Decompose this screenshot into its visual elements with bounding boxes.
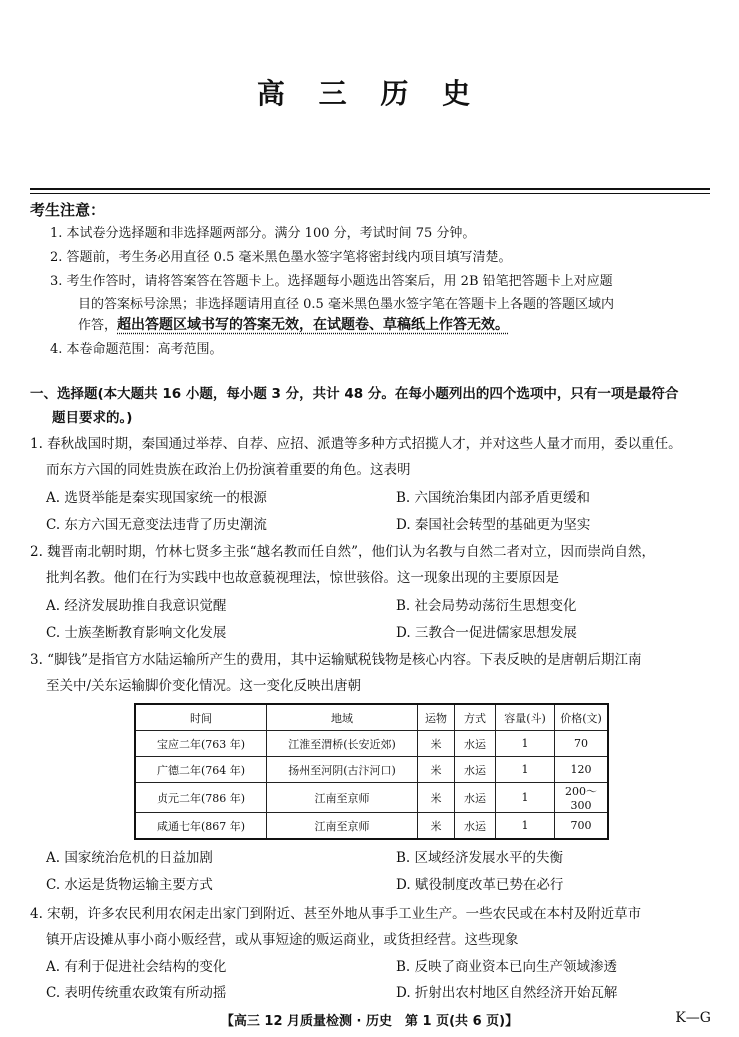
table-header-goods: 运物 [418,704,455,731]
table-cell: 广德二年(764 年) [135,757,267,783]
question-3-option-d: D. 赋役制度改革已势在必行 [396,877,564,893]
notice-heading: 考生注意： [30,201,106,219]
table-header-capacity: 容量(斗) [496,704,555,731]
question-2-option-c: C. 士族垄断教育影响文化发展 [46,625,227,641]
table-row [135,813,608,840]
table-cell: 米 [418,757,455,783]
freight-cost-table [134,703,609,840]
table-cell: 米 [418,783,455,813]
table-cell: 贞元二年(786 年) [135,783,267,813]
question-2-option-a: A. 经济发展助推自我意识觉醒 [46,598,227,614]
table-cell: 1 [496,757,555,783]
table-cell: 宝应二年(763 年) [135,731,267,757]
table-cell: 江淮至渭桥(长安近郊) [267,731,418,757]
table-cell: 水运 [455,731,496,757]
question-3-option-c: C. 水运是货物运输主要方式 [46,877,213,893]
table-header-time: 时间 [135,704,267,731]
question-1-option-d: D. 秦国社会转型的基础更为坚实 [396,517,591,533]
question-1-option-b: B. 六国统治集团内部矛盾更缓和 [396,490,591,506]
table-header-method: 方式 [455,704,496,731]
table-cell: 120 [555,757,609,783]
table-cell: 咸通七年(867 年) [135,813,267,840]
header-rule-thick [30,188,710,190]
question-4-option-b: B. 反映了商业资本已向生产领域渗透 [396,959,618,975]
notice-item-2: 2. 答题前，考生务必用直径 0.5 毫米黑色墨水签字笔将密封线内项目填写清楚。 [50,250,512,265]
question-3-line-2: 至关中/关东运输脚价变化情况。这一变化反映出唐朝 [46,678,362,694]
question-3-line-1: 3. “脚钱”是指官方水陆运输所产生的费用，其中运输赋税钱物是核心内容。下表反映的是唐朝后期江南 [30,652,642,668]
notice-item-3-end [78,314,509,334]
question-1-line-2: 而东方六国的同姓贵族在政治上仍扮演着重要的角色。这表明 [46,462,411,478]
question-2-line-2: 批判名教。他们在行为实践中也故意藐视理法，惊世骇俗。这一现象出现的主要原因是 [46,570,559,586]
notice-item-4: 4. 本卷命题范围：高考范围。 [50,342,223,357]
notice-item-1: 1. 本试卷分选择题和非选择题两部分。满分 100 分，考试时间 75 分钟。 [50,226,476,241]
page-title: 高 三 历 史 [256,77,483,110]
paper-code: K—G [675,1010,711,1026]
table-cell: 水运 [455,813,496,840]
table-cell: 70 [555,731,609,757]
table-header-row [135,704,608,731]
section-heading-cont: 题目要求的。) [52,410,133,426]
table-cell: 700 [555,813,609,840]
table-cell: 1 [496,731,555,757]
question-3-option-b: B. 区域经济发展水平的失衡 [396,850,564,866]
question-4-line-1: 4. 宋朝，许多农民利用农闲走出家门到附近、甚至外地从事手工业生产。一些农民或在本村及附近草市 [30,906,642,922]
question-3-option-a: A. 国家统治危机的日益加剧 [46,850,213,866]
table-cell: 200～300 [555,783,609,813]
table-row [135,757,608,783]
header-rule-thin [30,193,710,194]
table-cell: 1 [496,783,555,813]
question-1-option-a: A. 选贤举能是秦实现国家统一的根源 [46,490,267,506]
notice-item-3: 3. 考生作答时，请将答案答在答题卡上。选择题每小题选出答案后，用 2B 铅笔把答题卡上对应题 [50,274,613,289]
question-4-option-d: D. 折射出农村地区自然经济开始瓦解 [396,985,618,1001]
notice-item-3-cont: 目的答案标号涂黑；非选择题请用直径 0.5 毫米黑色墨水签字笔在答题卡上各题的答题区域内 [78,297,614,312]
table-cell: 水运 [455,757,496,783]
section-heading: 一、选择题(本大题共 16 小题，每小题 3 分，共计 48 分。在每小题列出的四个选项中，只有一项是最符合 [30,386,679,402]
table-cell: 江南至京师 [267,813,418,840]
table-cell: 米 [418,731,455,757]
table-header-price: 价格(文) [555,704,609,731]
question-2-option-d: D. 三教合一促进儒家思想发展 [396,625,577,641]
table-cell: 1 [496,813,555,840]
table-row [135,783,608,813]
table-cell: 米 [418,813,455,840]
question-4-option-a: A. 有利于促进社会结构的变化 [46,959,227,975]
table-row [135,731,608,757]
table-header-region: 地域 [267,704,418,731]
table-cell: 扬州至河阴(古汴河口) [267,757,418,783]
question-4-line-2: 镇开店设摊从事小商小贩经营，或从事短途的贩运商业，或货担经营。这些现象 [46,932,519,948]
question-1-line-1: 1. 春秋战国时期，秦国通过举荐、自荐、应招、派遣等多种方式招揽人才，并对这些人量才而用，委以重任。 [30,436,682,452]
notice-emphasis: 超出答题区域书写的答案无效，在试题卷、草稿纸上作答无效。 [117,317,510,333]
question-4-option-c: C. 表明传统重农政策有所动摇 [46,985,227,1001]
table-cell: 江南至京师 [267,783,418,813]
question-2-line-1: 2. 魏晋南北朝时期，竹林七贤多主张“越名教而任自然”，他们认为名教与自然二者对立，因而崇尚自然， [30,544,655,560]
question-2-option-b: B. 社会局势动荡衍生思想变化 [396,598,577,614]
page-footer: 【高三 12 月质量检测 · 历史 第 1 页(共 6 页)】 [220,1014,519,1029]
table-cell: 水运 [455,783,496,813]
notice-item-3-tail: 作答， [78,318,118,333]
question-1-option-c: C. 东方六国无意变法违背了历史潮流 [46,517,267,533]
